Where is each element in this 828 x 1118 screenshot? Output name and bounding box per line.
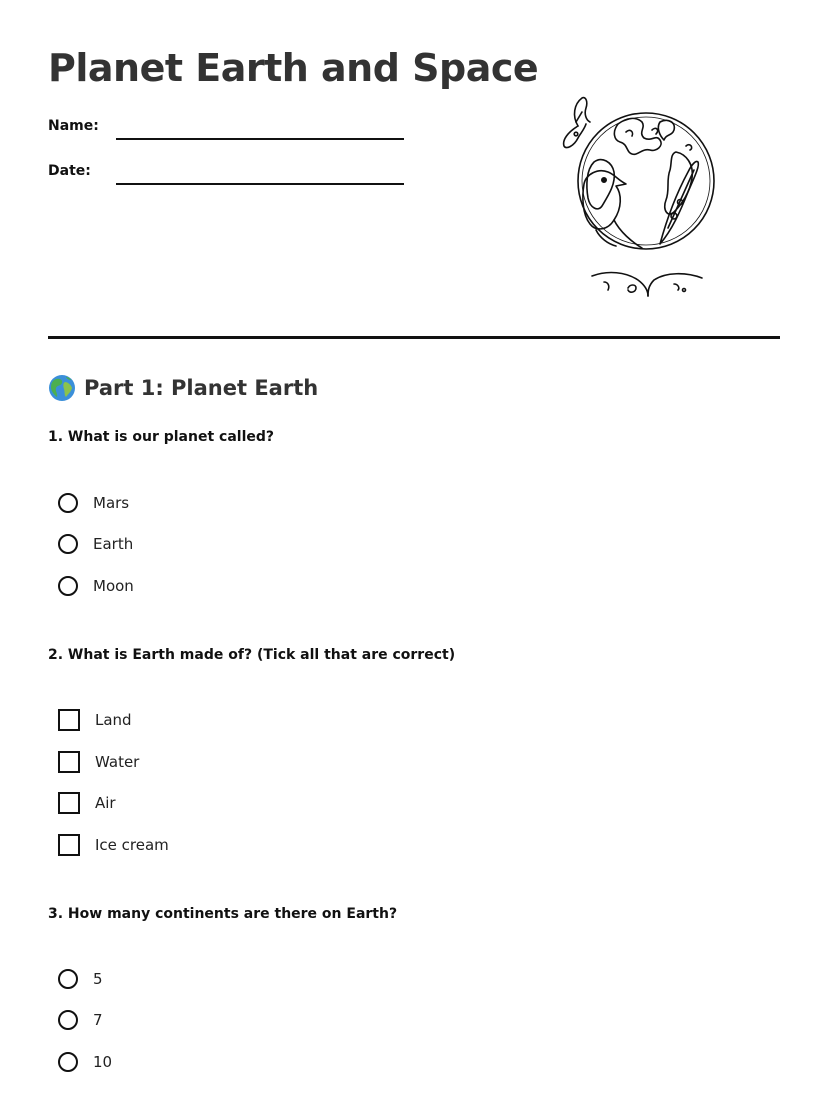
checkbox[interactable] xyxy=(58,751,80,773)
globe-icon xyxy=(48,374,76,402)
section-divider xyxy=(48,336,780,339)
date-field[interactable] xyxy=(116,183,404,185)
option-label: Water xyxy=(95,753,140,771)
option-label: Mars xyxy=(93,494,130,512)
option-label: 10 xyxy=(93,1053,113,1071)
option-label: Air xyxy=(95,794,116,812)
part-1-title: Part 1: Planet Earth xyxy=(84,376,319,400)
date-label: Date: xyxy=(48,163,91,179)
question-1: 1. What is our planet called? xyxy=(48,429,275,445)
q2-option-ice-cream[interactable] xyxy=(58,833,169,857)
option-label: Earth xyxy=(93,535,134,553)
q2-option-water[interactable] xyxy=(58,750,139,774)
name-field[interactable] xyxy=(116,138,404,140)
q1-option-moon[interactable] xyxy=(58,574,134,598)
option-label: 5 xyxy=(93,970,103,988)
checkbox[interactable] xyxy=(58,709,80,731)
question-2: 2. What is Earth made of? (Tick all that are correct) xyxy=(48,647,456,663)
q3-option-5[interactable] xyxy=(58,967,103,991)
q2-option-air[interactable] xyxy=(58,791,116,815)
option-label: 7 xyxy=(93,1011,103,1029)
worksheet-title: Planet Earth and Space xyxy=(48,46,539,90)
radio-button[interactable] xyxy=(58,534,78,554)
radio-button[interactable] xyxy=(58,1052,78,1072)
checkbox[interactable] xyxy=(58,792,80,814)
q1-option-mars[interactable] xyxy=(58,491,129,515)
radio-button[interactable] xyxy=(58,969,78,989)
radio-button[interactable] xyxy=(58,1010,78,1030)
name-label: Name: xyxy=(48,118,99,134)
option-label: Ice cream xyxy=(95,836,169,854)
earth-illustration xyxy=(556,92,720,304)
checkbox[interactable] xyxy=(58,834,80,856)
option-label: Moon xyxy=(93,577,134,595)
radio-button[interactable] xyxy=(58,493,78,513)
radio-button[interactable] xyxy=(58,576,78,596)
question-3: 3. How many continents are there on Earth? xyxy=(48,906,398,922)
part-1-heading xyxy=(48,374,318,402)
option-label: Land xyxy=(95,711,132,729)
q1-option-earth[interactable] xyxy=(58,532,133,556)
q2-option-land[interactable] xyxy=(58,708,132,732)
q3-option-7[interactable] xyxy=(58,1008,103,1032)
q3-option-10[interactable] xyxy=(58,1050,112,1074)
